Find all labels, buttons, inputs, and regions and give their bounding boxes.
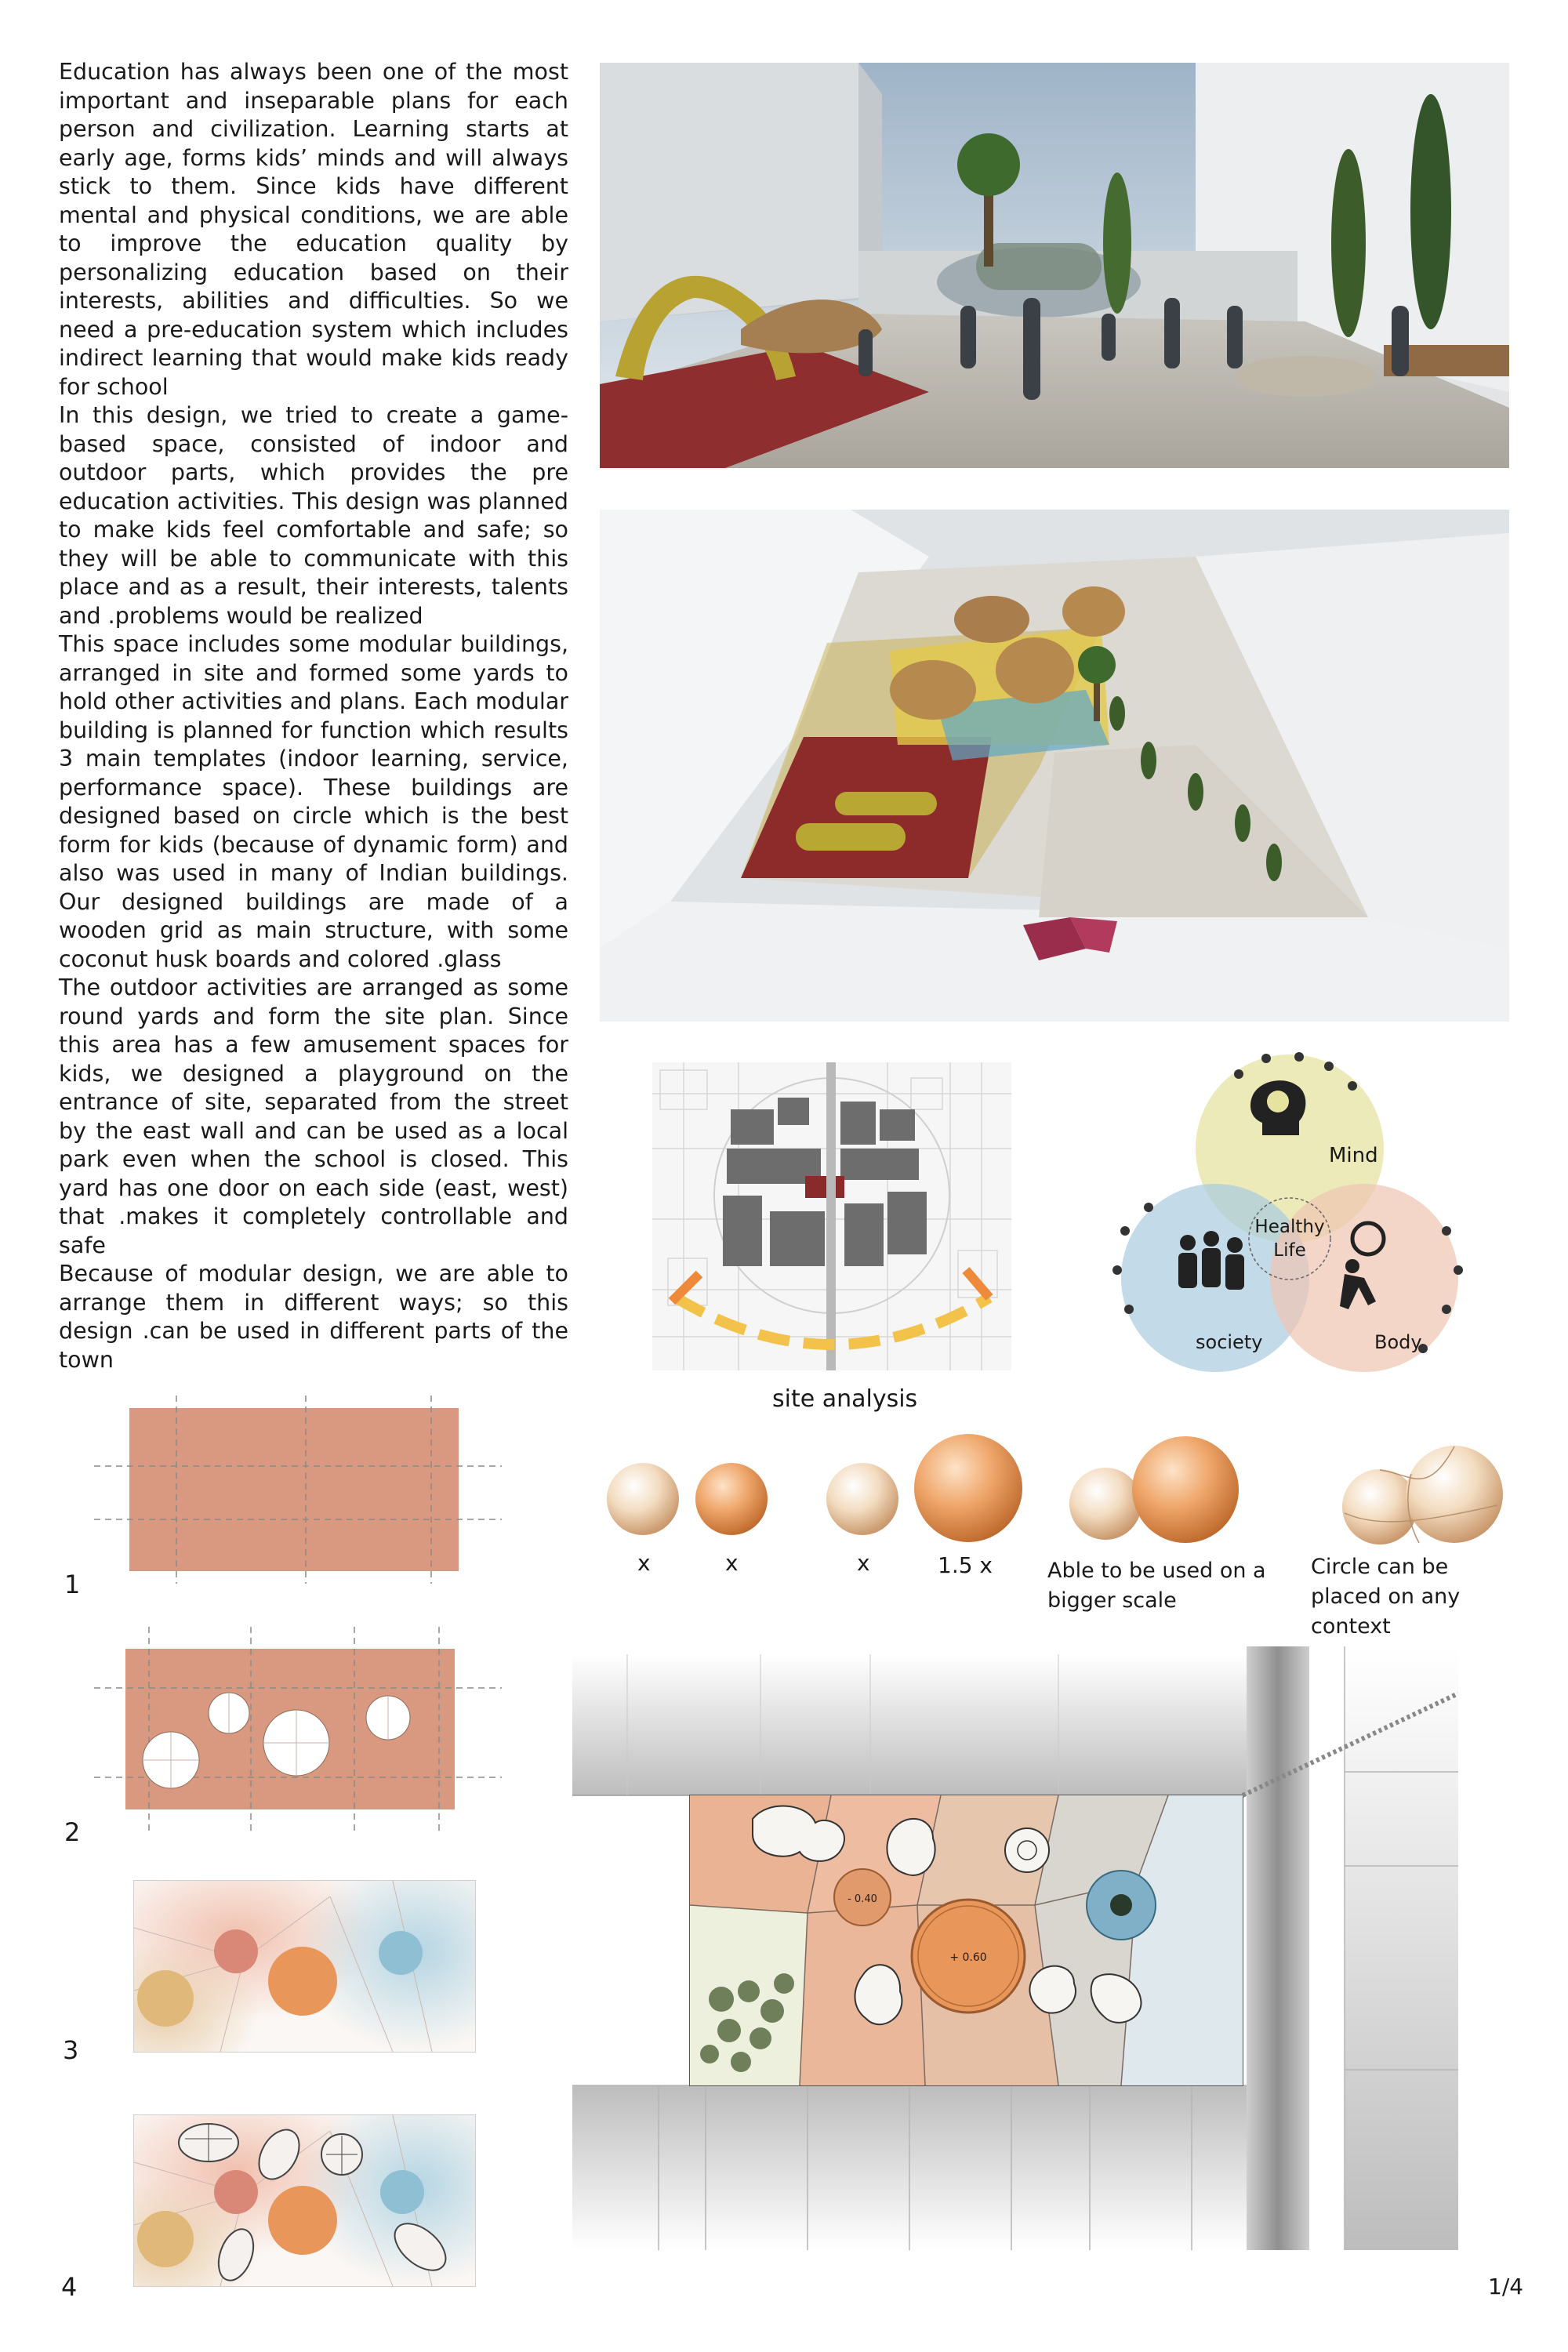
venn-diagram [1094,1043,1486,1388]
venn-center-line2: Life [1273,1240,1306,1261]
step-number-3: 3 [63,2035,79,2065]
level-label-low: - 0.40 [848,1893,877,1905]
merged-capsule-form [1342,1446,1503,1544]
step-4-diagram [133,2114,476,2287]
description-paragraph: Because of modular design, we are able to arrange them in different ways; so this design .can be used in different parts of the town [59,1261,568,1373]
sphere-label-x2: x [725,1550,739,1576]
site-analysis-caption: site analysis [772,1385,918,1413]
venn-label-body: Body [1374,1331,1422,1353]
sphere-small-light [826,1463,898,1535]
sphere-small-orange [695,1463,768,1535]
level-label-high: + 0.60 [949,1951,987,1964]
courtyard-circle-blue [379,1931,423,1975]
description-paragraph: In this design, we tried to create a game-based space, consisted of indoor and outdoor parts, which provides the pre education activities. This design was planned to make kids feel comfortable and safe; so they will be able to communicate with this place and as a result, their interests, talents and .problems would be realized [59,402,568,629]
description-paragraph: This space includes some modular buildings, arranged in site and formed some yards to hold other activities and plans. Each modular building is planned for function which results 3 main templates (indoor learning, service, performance space). These buildings are designed based on circle which is the best form for kids (because of dynamic form) and also was used in many of Indian buildings. Our designed buildings are made of a wooden grid as main structure, with some coconut husk boards and colored .glass [59,631,568,972]
site-analysis-drawing [652,1062,1011,1370]
description-paragraph: Education has always been one of the most important and inseparable plans for each person and civilization. Learning starts at early age, forms kids’ minds and will always stick to them. Since kids have different mental and physical conditions, we are able to improve the education quality by personalizing education based on their interests, abilities and difficulties. So we need a pre-education system which includes indirect learning that would make kids ready for school [59,59,568,400]
group-people-icon [1178,1231,1244,1290]
sphere-large-orange [1132,1436,1239,1543]
venn-label-society: society [1196,1331,1263,1353]
step-2-diagram [94,1627,502,1831]
step-number-4: 4 [61,2272,78,2302]
courtyard-circle-red [214,1929,258,1973]
capsule-plan [887,1819,935,1875]
aerial-render-drawing [600,510,1509,1022]
courtyard-circle-orange [268,1947,337,2016]
palm-tree-icon [1110,1894,1132,1916]
venn-label-mind: Mind [1329,1144,1378,1167]
step-number-1: 1 [64,1570,81,1599]
sphere-small-light [607,1463,679,1535]
step-3-diagram [133,1880,476,2053]
step-number-2: 2 [64,1817,81,1847]
venn-center-line1: Healthy [1254,1217,1325,1237]
sphere-label-scale: 1.5 x [938,1552,993,1578]
courtyard-render [600,63,1509,468]
site-analysis-map [652,1062,1011,1370]
bigger-scale-caption: Able to be used on a bigger scale [1047,1559,1266,1613]
sphere-label-x1: x [637,1550,651,1576]
courtyard-render-drawing [600,63,1509,468]
any-context-caption: Circle can be placed on any context [1311,1555,1461,1639]
description-paragraph: The outdoor activities are arranged as some round yards and form the site plan. Since this area has a few amusement spaces for kids, we designed a playground on the entrance of site, separated from the street by the east wall and can be used as a local park even when the school is closed. This yard has one door on each side (east, west) that .makes it completely controllable and safe [59,975,568,1258]
site-plan [572,1646,1458,2250]
courtyard-circle-tan [137,1970,194,2027]
dome-plan [1005,1828,1049,1872]
step-1-diagram [94,1396,502,1584]
sphere-label-x3: x [857,1550,870,1576]
sphere-small-light [1069,1468,1142,1540]
page-number: 1/4 [1488,2274,1524,2299]
capsule-plan [1029,1966,1076,2013]
description-text [59,58,568,1374]
aerial-render [600,510,1509,1022]
sphere-large-orange [914,1434,1022,1542]
